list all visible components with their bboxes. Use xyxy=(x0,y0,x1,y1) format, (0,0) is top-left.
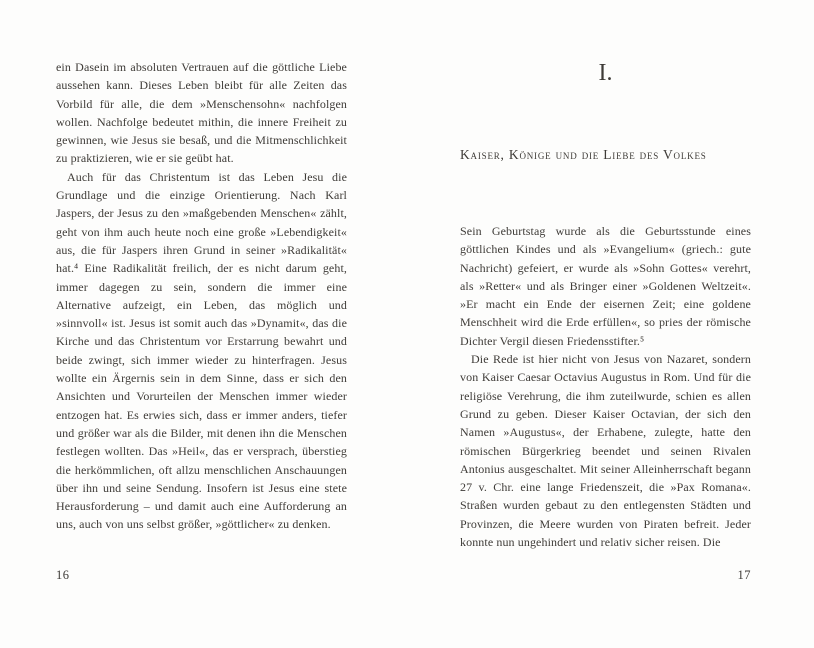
page-right xyxy=(407,0,814,648)
paragraph-left-1: ein Dasein im absoluten Vertrauen auf die göttliche Liebe aussehen kann. Dieses Leben bleibt für alle Zeiten das Vorbild für alle, die dem »Menschensohn« nachfolgen wollen. Nachfolge bedeutet mithin, die innere Freiheit zu gewinnen, wie Jesus sie besaß, und die Mitmenschlichkeit zu praktizieren, wie er sie geübt hat. xyxy=(56,60,347,166)
chapter-number: I. xyxy=(598,60,613,86)
page-number-right: 17 xyxy=(737,568,751,582)
page-right-text xyxy=(460,222,751,551)
page-number-left: 16 xyxy=(56,568,70,582)
chapter-title: Kaiser, Könige und die Liebe des Volkes xyxy=(460,147,707,162)
page-left-text xyxy=(56,58,347,534)
paragraph-right-2: Die Rede ist hier nicht von Jesus von Nazaret, sondern von Kaiser Caesar Octavius Augustus in Rom. Und für die religiöse Verehrung, die ihm zuteilwurde, schien es allen Grund zu geben. Dieser Kaiser Octavian, der sich den Namen »Augustus«, der Erhabene, zulegte, hatte den römischen Bürgerkrieg beendet und seinen Rivalen Antonius ausgeschaltet. Mit seiner Alleinherrschaft begann 27 v. Chr. eine lange Friedenszeit, die »Pax Romana«. Straßen wurden gebaut zu den entlegensten Städten und Provinzen, die Meere wurden von Piraten befreit. Jeder konnte nun ungehindert und relativ sicher reisen. Die xyxy=(460,352,751,550)
paragraph-right-1: Sein Geburtstag wurde als die Geburtsstunde eines göttlichen Kindes und als »Evangelium« (griech.: gute Nachricht) gefeiert, er wurde als »Sohn Gottes« verehrt, als »Retter« und als Bringer einer »Goldenen Weltzeit«. »Er macht ein Ende der eisernen Zeit; eine goldene Menschheit wird die Erde erfüllen«, so pries der römische Dichter Vergil diesen Friedensstifter.⁵ xyxy=(460,224,751,348)
paragraph-left-2: Auch für das Christentum ist das Leben Jesu die Grundlage und die einzige Orientierung. Nach Karl Jaspers, der Jesus zu den »maßgebenden Menschen« zählt, geht von ihm auch heute noch eine große »Lebendigkeit« aus, die für Jaspers ihren Grund in seiner »Radikalität« hat.⁴ Eine Radikalität freilich, der es nicht darum geht, immer dagegen zu sein, sondern die immer eine Alternative aufzeigt, ein Leben, das möglich und »sinnvoll« ist. Jesus ist somit auch das »Dynamit«, das die Kirche und das Christentum vor Erstarrung bewahrt und beide zwingt, sich immer wieder zu hinterfragen. Jesus wollte ein Ärgernis sein in dem Sinne, dass er sich den Ansichten und Vorurteilen der Menschen immer wieder entzogen hat. Es erwies sich, dass er immer anders, tiefer und größer war als die Bilder, mit denen ihn die Menschen festlegen wollten. Das »Heil«, das er versprach, überstieg die herkömmlichen, oft allzu menschlichen Anschauungen über ihn und seine Sendung. Insofern ist Jesus eine stete Herausforderung – und damit auch eine Aufforderung an uns, auch von uns selbst größer, »göttlicher« zu denken. xyxy=(56,169,347,532)
